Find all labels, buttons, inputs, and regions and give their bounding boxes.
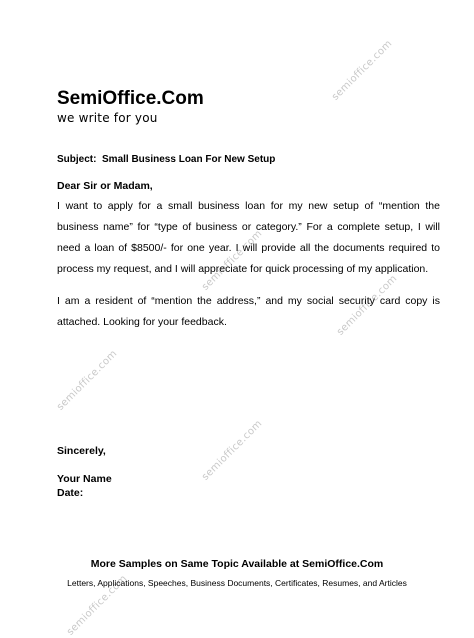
signer-name: Your Name [57, 473, 112, 485]
footer-subtitle: Letters, Applications, Speeches, Business Documents, Certificates, Resumes, and Articles [67, 578, 407, 588]
watermark-text: semioffice.com [200, 228, 265, 293]
letter-subject: Subject: Small Business Loan For New Setup [57, 154, 276, 165]
footer-title: More Samples on Same Topic Available at SemiOffice.Com [90, 558, 384, 570]
watermark-text: semioffice.com [200, 418, 265, 483]
brand-tagline: we write for you [57, 111, 158, 125]
date-label: Date: [57, 487, 84, 499]
brand-header [57, 88, 204, 125]
letter-paragraph: I am a resident of “mention the address,” and my social security card copy is attached. Looking for your feedback. [57, 295, 440, 328]
letter-closing: Sincerely, [57, 445, 106, 457]
brand-name: SemiOffice.Com [57, 88, 204, 109]
letter-salutation: Dear Sir or Madam, [57, 180, 153, 192]
watermark-text: semioffice.com [330, 38, 395, 103]
letter-paragraph: I want to apply for a small business loan for my new setup of “mention the business name” for “type of business or category.” For a complete setup, I will need a loan of $8500/- for one year. I will provide all the documents required to process my request, and I will appreciate for quick processing of my application. [57, 200, 440, 275]
watermark-text: semioffice.com [55, 348, 120, 413]
watermark-text: semioffice.com [65, 573, 130, 638]
watermark-text: semioffice.com [335, 273, 400, 338]
